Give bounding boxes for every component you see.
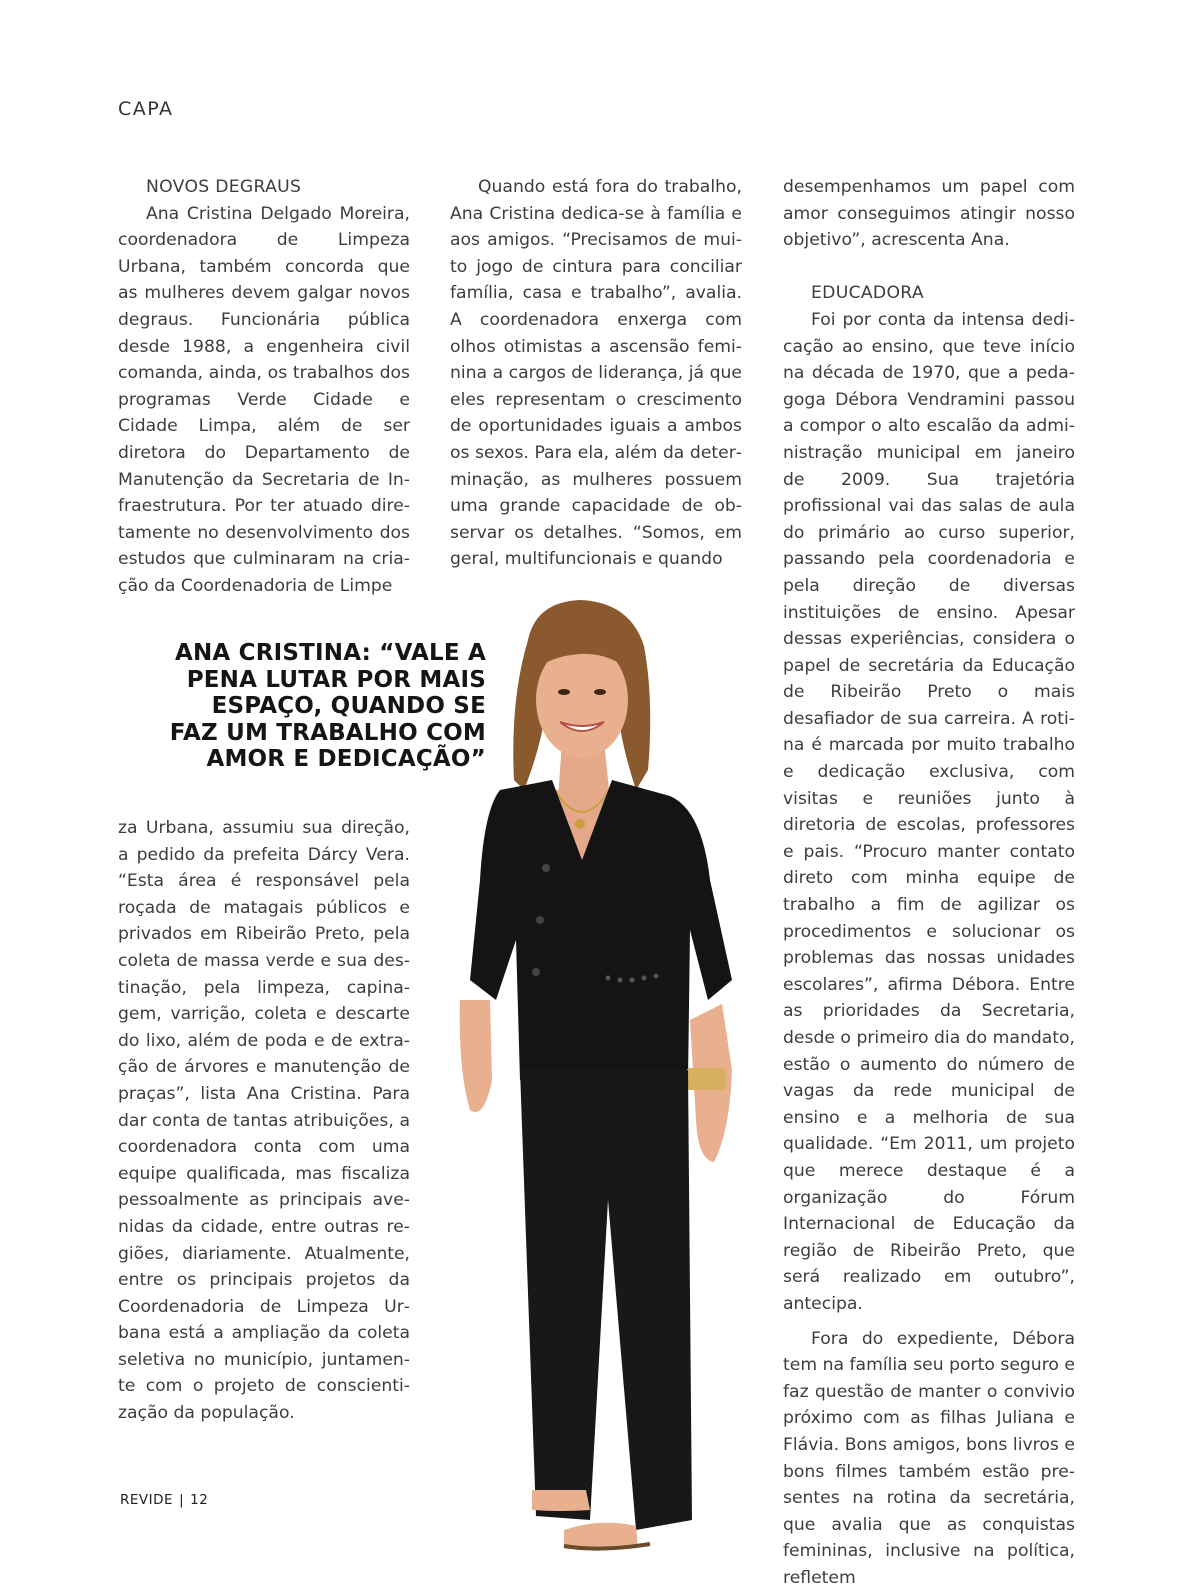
- paragraph: Foi por conta da intensa dedicação ao ensino, que teve início na década de 1970, que a pedagoga Débora Vendramini passou a compor o alto escalão da administração municipal em janeiro de 2009. Sua trajetória profissional vai das salas de aula do primário ao curso superior, passando pela coordenadoria e pela direção de diversas instituições de ensino. Apesar dessas experiências, considera o papel de secretária da Educação de Ribeirão Preto o mais desafiador de sua carreira. A rotina é marcada por muito trabalho e dedicação exclusiva, com visitas e reuniões junto à diretoria de escolas, professores e pais. “Procuro manter contato direto com minha equipe de trabalho a fim de agilizar os procedimentos e solucionar os problemas das nossas unidades escolares”, afirma Débora. Entre as prioridades da Secretaria, desde o primeiro dia do mandato, estão o aumento do número de vagas da rede municipal de ensino e a melhoria de sua qualidade. “Em 2011, um projeto que merece destaque é a organização do Fórum Internacional de Educação da região de Ribeirão Preto, que será realizado em outubro”, antecipa.: [783, 309, 1075, 1314]
- subhead-educadora: EDUCADORA: [811, 283, 924, 304]
- paragraph: Quando está fora do trabalho, Ana Cristina dedica-se à família e aos amigos. “Precisamos de muito jogo de cintura para conciliar família, casa e trabalho”, avalia. A coordenadora enxerga com olhos otimistas a ascensão feminina a cargos de liderança, já que eles representam o crescimento de oportunidades iguais a ambos os sexos. Para ela, além da determinação, as mulheres possuem uma grande capacidade de observar os detalhes. “Somos, em geral, multifuncionais e quando: [450, 177, 742, 570]
- subhead-novos-degraus: NOVOS DEGRAUS: [146, 177, 302, 197]
- article-column-2: [450, 174, 742, 573]
- spacer: [783, 1318, 1075, 1326]
- section-label: CAPA: [118, 98, 174, 120]
- footer-separator: |: [179, 1492, 185, 1508]
- magazine-name: REVIDE: [120, 1492, 174, 1508]
- paragraph: za Urbana, assumiu sua direção, a pedido da prefeita Dárcy Vera. “Esta área é responsável pela roçada de matagais públicos e privados em Ribeirão Preto, pela coleta de massa verde e sua destinação, pela limpeza, capinagem, varrição, coleta e descarte do lixo, além de poda e de extração de árvores e manutenção de praças”, lista Ana Cristina. Para dar conta de tantas atribuições, a coordenadora conta com uma equipe qualificada, mas fiscaliza pessoalmente as principais avenidas da cidade, entre outras regiões, diariamente. Atualmente, entre os principais projetos da Coordenadoria de Limpeza Urbana está a ampliação da coleta seletiva no município, juntamente com o projeto de conscientização da população.: [118, 818, 410, 1424]
- page-footer: [120, 1492, 208, 1508]
- left-hand: [460, 1000, 492, 1112]
- paragraph: desempenhamos um papel com amor conseguimos atingir nosso objetivo”, acrescenta Ana.: [783, 177, 1075, 251]
- page-number: 12: [190, 1492, 209, 1508]
- portrait-photo: [440, 600, 760, 1560]
- article-column-3: [783, 174, 1075, 1591]
- paragraph: Fora do expediente, Débora tem na família seu porto seguro e faz questão de manter o convivio próximo com as filhas Juliana e Flávia. Bons amigos, bons livros e bons filmes também estão presentes na rotina da secretária, que avalia que as conquistas femininas, inclusive na política, refletem: [783, 1328, 1075, 1588]
- article-column-1-top: [118, 174, 410, 600]
- paragraph: Ana Cristina Delgado Moreira, coordenadora de Limpeza Urbana, também concorda que as mulheres devem galgar novos degraus. Funcionária pública desde 1988, a engenheira civil comanda, ainda, os trabalhos dos programas Verde Cidade e Cidade Limpa, além de ser diretora do Departamento de Manutenção da Secretaria de Infraestrutura. Por ter atuado diretamente no desenvolvimento dos estudos que culminaram na criação da Coordenadoria de Limpe: [118, 203, 410, 596]
- pull-quote: ANA CRISTINA: “VALE A PENA LUTAR POR MAIS ESPAÇO, QUANDO SE FAZ UM TRABALHO COM AMOR E DEDICAÇÃO”: [169, 640, 486, 772]
- article-column-1-bottom: [118, 815, 410, 1427]
- spacer: [783, 254, 1075, 281]
- trousers: [520, 1070, 692, 1530]
